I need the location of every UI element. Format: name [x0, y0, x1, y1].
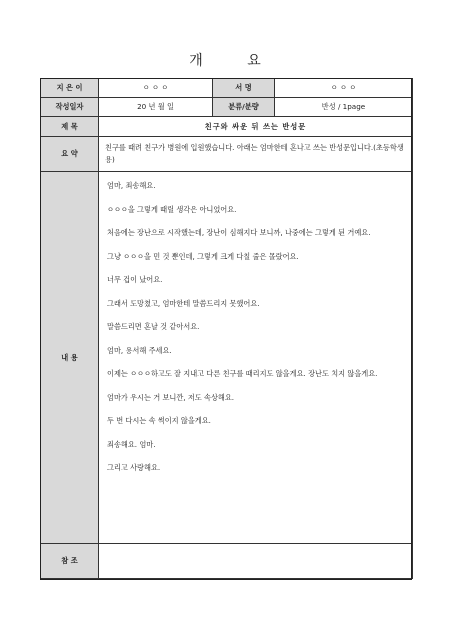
content-paragraph: 이제는 ㅇㅇㅇ하고도 잘 지내고 다른 친구를 때리지도 않을게요. 장난도 치지 않을게요. — [107, 369, 378, 378]
content-paragraph: 처음에는 장난으로 시작했는데, 장난이 심해지다 보니까, 나중에는 그렇게 된 거예요. — [107, 228, 371, 237]
summary-label: 요 약 — [41, 137, 99, 172]
reference-row — [41, 544, 413, 579]
category-label: 분류/분량 — [213, 98, 275, 117]
content-row — [41, 172, 413, 544]
content-paragraph: 그리고 사랑해요. — [107, 463, 161, 472]
author-value: ㅇ ㅇ ㅇ — [99, 79, 213, 98]
summary-value: 친구를 때려 친구가 병원에 입원했습니다. 아래는 엄마한테 혼나고 쓰는 반성문입니다.(초등학생용) — [99, 137, 413, 172]
signature-label: 서 명 — [213, 79, 275, 98]
content-label: 내 용 — [41, 172, 99, 544]
date-value: 20 년 월 일 — [99, 98, 213, 117]
content-body — [99, 172, 413, 544]
reference-label: 참 조 — [41, 544, 99, 579]
content-paragraph: 엄마, 용서해 주세요. — [107, 345, 172, 355]
content-paragraph: 죄송해요. 엄마. — [107, 439, 156, 449]
overview-form-table — [40, 78, 413, 579]
subject-value: 친구와 싸운 뒤 쓰는 반성문 — [99, 117, 413, 137]
content-paragraph: 그래서 도망쳤고, 엄마한테 말씀드리지 못했어요. — [107, 298, 260, 308]
category-value: 반성 / 1page — [275, 98, 413, 117]
content-paragraph: ㅇㅇㅇ을 그렇게 때릴 생각은 아니었어요. — [107, 204, 237, 214]
author-label: 지 은 이 — [41, 79, 99, 98]
content-paragraph: 두 번 다시는 속 썩이지 않을게요. — [107, 416, 211, 425]
content-paragraph: 그냥 ㅇㅇㅇ을 민 것 뿐인데, 그렇게 크게 다칠 줄은 몰랐어요. — [107, 251, 299, 261]
summary-row — [41, 137, 413, 172]
content-paragraph: 엄마가 우시는 거 보니깐, 저도 속상해요. — [107, 392, 235, 402]
subject-row — [41, 117, 413, 137]
author-row — [41, 79, 413, 98]
date-row — [41, 98, 413, 117]
page-title: 개 요 — [189, 53, 281, 69]
content-paragraph: 말씀드리면 혼날 것 같아서요. — [107, 322, 200, 331]
signature-value: ㅇ ㅇ ㅇ — [275, 79, 413, 98]
reference-value — [99, 544, 413, 579]
content-paragraph: 너무 겁이 났어요. — [107, 275, 163, 284]
date-label: 작성일자 — [41, 98, 99, 117]
subject-label: 제 목 — [41, 117, 99, 137]
content-paragraph: 엄마, 죄송해요. — [107, 181, 156, 190]
